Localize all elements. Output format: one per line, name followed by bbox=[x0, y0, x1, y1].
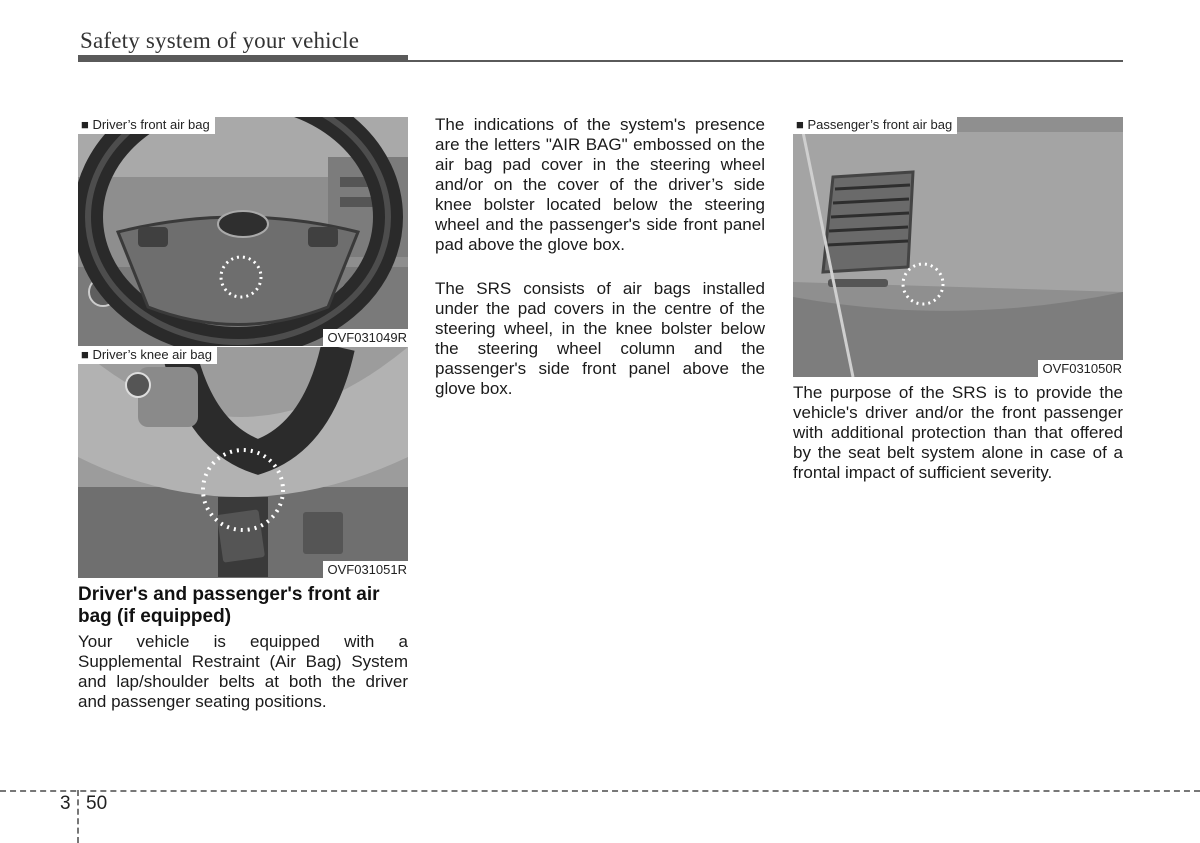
footer-divider bbox=[77, 790, 79, 843]
steering-wheel-illustration bbox=[78, 117, 408, 346]
left-paragraph: Your vehicle is equipped with a Supplemental Restraint (Air Bag) System and lap/shoulder belts at both the driver and passenger seating positions. bbox=[78, 632, 408, 711]
header-rule-thin bbox=[408, 60, 1123, 62]
dashboard-illustration bbox=[793, 117, 1123, 377]
figure-code: OVF031051R bbox=[323, 561, 409, 578]
figure-driver-knee-airbag bbox=[78, 347, 408, 578]
figure-passenger-front-airbag bbox=[793, 117, 1123, 377]
figure-driver-front-airbag bbox=[78, 117, 408, 346]
header-rule-thick bbox=[78, 55, 408, 62]
middle-paragraph-2: The SRS consists of air bags installed under the pad covers in the centre of the steering wheel, in the knee bolster below the steering wheel column and the passenger's side front panel above the glove box. bbox=[435, 279, 765, 398]
knee-bolster-illustration bbox=[78, 347, 408, 578]
figure-code: OVF031050R bbox=[1038, 360, 1124, 377]
footer-rule bbox=[0, 790, 1200, 792]
chapter-number: 3 bbox=[60, 793, 71, 814]
section-heading: Driver's and passenger's front air bag (if equipped) bbox=[78, 584, 380, 627]
figure-caption: ■ Passenger’s front air bag bbox=[793, 117, 957, 134]
page-header-title: Safety system of your vehicle bbox=[80, 28, 360, 53]
figure-caption: ■ Driver’s knee air bag bbox=[78, 347, 217, 364]
figure-caption: ■ Driver’s front air bag bbox=[78, 117, 215, 134]
page-number: 50 bbox=[86, 793, 108, 814]
right-paragraph: The purpose of the SRS is to provide the vehicle's driver and/or the front passenger with additional protection than that offered by the seat belt system alone in case of a frontal impact of sufficient severity. bbox=[793, 383, 1123, 482]
figure-code: OVF031049R bbox=[323, 329, 409, 346]
middle-paragraph-1: The indications of the system's presence are the letters "AIR BAG" embossed on the air bag pad cover in the steering wheel and/or on the cover of the driver’s side knee bolster located below the steering wheel and the passenger's side front panel pad above the glove box. bbox=[435, 115, 765, 254]
